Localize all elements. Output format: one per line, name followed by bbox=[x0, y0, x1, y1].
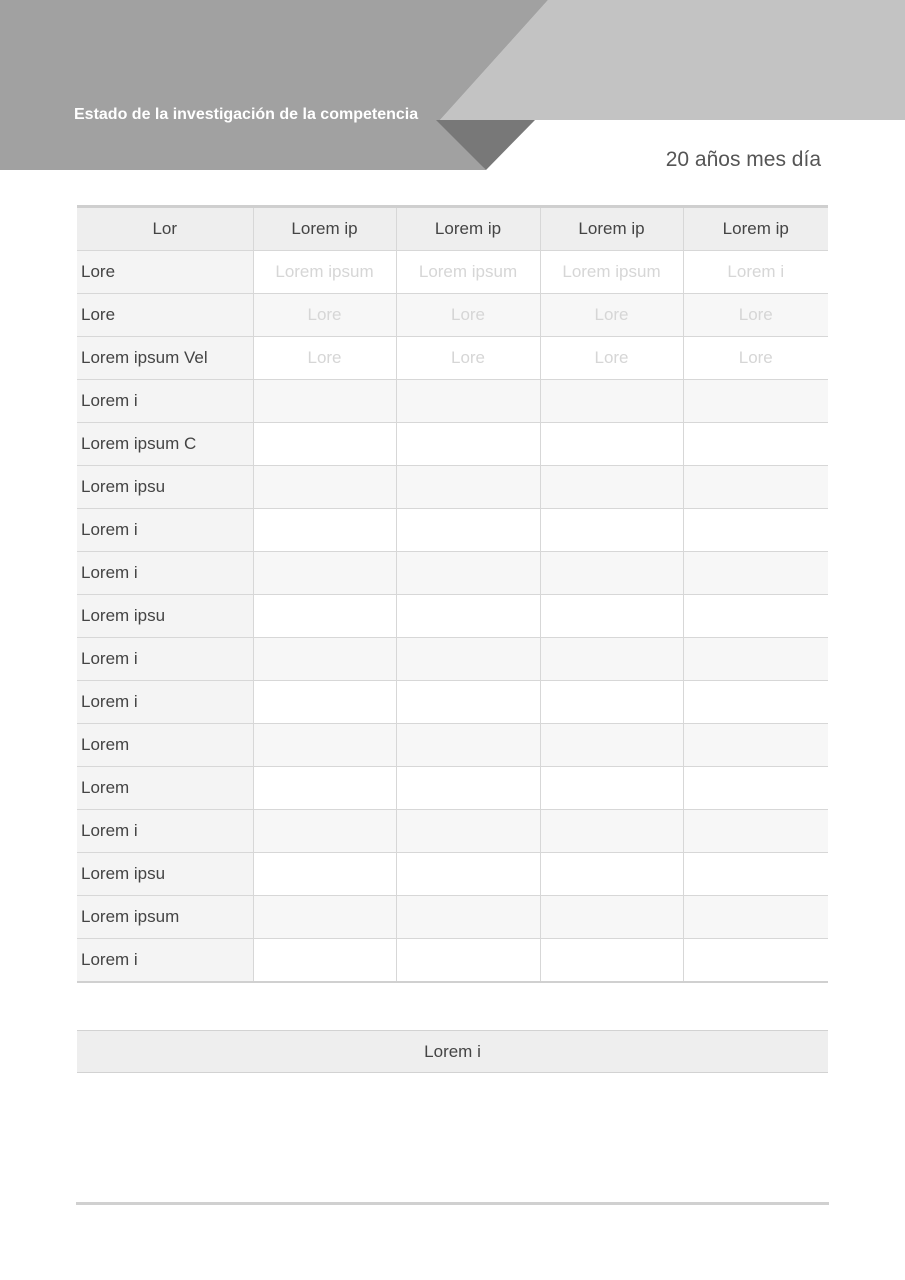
table-row bbox=[77, 423, 828, 466]
row-label: Lorem ipsum Vel bbox=[77, 337, 253, 380]
table-row bbox=[77, 810, 828, 853]
table-cell[interactable] bbox=[253, 595, 396, 638]
table-cell[interactable] bbox=[540, 681, 683, 724]
table-row bbox=[77, 638, 828, 681]
table-cell[interactable]: Lore bbox=[683, 294, 828, 337]
table-cell[interactable] bbox=[396, 638, 540, 681]
table-cell[interactable] bbox=[396, 552, 540, 595]
column-header: Lor bbox=[77, 207, 253, 251]
row-label: Lorem i bbox=[77, 509, 253, 552]
table-cell[interactable] bbox=[253, 552, 396, 595]
table-cell[interactable] bbox=[396, 853, 540, 896]
table-cell[interactable] bbox=[253, 853, 396, 896]
table-cell[interactable] bbox=[683, 939, 828, 983]
table-row bbox=[77, 853, 828, 896]
table-row bbox=[77, 681, 828, 724]
row-label: Lore bbox=[77, 294, 253, 337]
table-cell[interactable] bbox=[253, 681, 396, 724]
row-label: Lorem i bbox=[77, 380, 253, 423]
column-header: Lorem ip bbox=[396, 207, 540, 251]
table-cell[interactable] bbox=[683, 853, 828, 896]
table-cell[interactable]: Lore bbox=[396, 337, 540, 380]
table-cell[interactable] bbox=[396, 939, 540, 983]
table-cell[interactable] bbox=[253, 466, 396, 509]
table-cell[interactable]: Lore bbox=[540, 337, 683, 380]
table-cell[interactable] bbox=[540, 939, 683, 983]
table-cell[interactable] bbox=[683, 509, 828, 552]
table-cell[interactable] bbox=[396, 681, 540, 724]
table-cell[interactable] bbox=[540, 853, 683, 896]
table-cell[interactable] bbox=[253, 724, 396, 767]
row-label: Lorem ipsu bbox=[77, 595, 253, 638]
table-cell[interactable] bbox=[683, 896, 828, 939]
table-cell[interactable]: Lore bbox=[253, 337, 396, 380]
row-label: Lorem ipsum C bbox=[77, 423, 253, 466]
table-cell[interactable] bbox=[683, 380, 828, 423]
table-header-row bbox=[77, 207, 828, 251]
document-date: 20 años mes día bbox=[665, 148, 821, 171]
table-cell[interactable] bbox=[540, 423, 683, 466]
table-cell[interactable] bbox=[540, 595, 683, 638]
table-cell[interactable] bbox=[396, 595, 540, 638]
row-label: Lorem i bbox=[77, 552, 253, 595]
table-row bbox=[77, 466, 828, 509]
table-cell[interactable] bbox=[683, 423, 828, 466]
table-row bbox=[77, 509, 828, 552]
row-label: Lorem bbox=[77, 724, 253, 767]
table-cell[interactable] bbox=[253, 380, 396, 423]
row-label: Lorem ipsum bbox=[77, 896, 253, 939]
table-cell[interactable]: Lorem ipsum bbox=[253, 251, 396, 294]
footer-divider bbox=[76, 1202, 829, 1205]
notes-section-header: Lorem i bbox=[77, 1030, 828, 1073]
table-cell[interactable] bbox=[683, 552, 828, 595]
table-cell[interactable] bbox=[683, 767, 828, 810]
table-cell[interactable]: Lore bbox=[253, 294, 396, 337]
row-label: Lorem ipsu bbox=[77, 853, 253, 896]
table-row bbox=[77, 294, 828, 337]
document-title: Estado de la investigación de la competencia bbox=[74, 106, 419, 123]
table-row bbox=[77, 251, 828, 294]
table-cell[interactable]: Lore bbox=[540, 294, 683, 337]
table-cell[interactable] bbox=[396, 896, 540, 939]
table-cell[interactable] bbox=[540, 810, 683, 853]
table-cell[interactable] bbox=[540, 552, 683, 595]
table-cell[interactable]: Lore bbox=[683, 337, 828, 380]
row-label: Lore bbox=[77, 251, 253, 294]
table-cell[interactable] bbox=[540, 380, 683, 423]
table-row bbox=[77, 380, 828, 423]
table-cell[interactable] bbox=[683, 466, 828, 509]
table-cell[interactable] bbox=[253, 939, 396, 983]
table-row bbox=[77, 896, 828, 939]
table-cell[interactable] bbox=[396, 509, 540, 552]
table-cell[interactable] bbox=[683, 638, 828, 681]
row-label: Lorem i bbox=[77, 681, 253, 724]
column-header: Lorem ip bbox=[253, 207, 396, 251]
table-cell[interactable] bbox=[683, 810, 828, 853]
row-label: Lorem i bbox=[77, 638, 253, 681]
column-header: Lorem ip bbox=[540, 207, 683, 251]
table-cell[interactable]: Lorem ipsum bbox=[396, 251, 540, 294]
table-cell[interactable] bbox=[396, 724, 540, 767]
column-header: Lorem ip bbox=[683, 207, 828, 251]
table-cell[interactable] bbox=[683, 681, 828, 724]
row-label: Lorem i bbox=[77, 939, 253, 983]
table-cell[interactable] bbox=[253, 896, 396, 939]
row-label: Lorem bbox=[77, 767, 253, 810]
table-cell[interactable] bbox=[540, 767, 683, 810]
table-cell[interactable]: Lorem i bbox=[683, 251, 828, 294]
table-cell[interactable]: Lore bbox=[396, 294, 540, 337]
table-cell[interactable] bbox=[396, 767, 540, 810]
table-cell[interactable] bbox=[253, 423, 396, 466]
table-row bbox=[77, 552, 828, 595]
table-cell[interactable] bbox=[396, 810, 540, 853]
table-cell[interactable] bbox=[253, 810, 396, 853]
table-cell[interactable] bbox=[396, 380, 540, 423]
row-label: Lorem ipsu bbox=[77, 466, 253, 509]
research-table bbox=[77, 205, 828, 983]
table-cell[interactable] bbox=[683, 595, 828, 638]
table-cell[interactable] bbox=[683, 724, 828, 767]
table-cell[interactable] bbox=[253, 638, 396, 681]
table-cell[interactable] bbox=[253, 767, 396, 810]
row-label: Lorem i bbox=[77, 810, 253, 853]
table-cell[interactable] bbox=[253, 509, 396, 552]
table-cell[interactable] bbox=[396, 423, 540, 466]
table-cell[interactable] bbox=[540, 509, 683, 552]
table-row bbox=[77, 724, 828, 767]
table-cell[interactable] bbox=[396, 466, 540, 509]
table-cell[interactable] bbox=[540, 724, 683, 767]
table-cell[interactable]: Lorem ipsum bbox=[540, 251, 683, 294]
table-row bbox=[77, 767, 828, 810]
table-row bbox=[77, 939, 828, 983]
table-cell[interactable] bbox=[540, 466, 683, 509]
table-cell[interactable] bbox=[540, 896, 683, 939]
table-row bbox=[77, 595, 828, 638]
table-row bbox=[77, 337, 828, 380]
table-cell[interactable] bbox=[540, 638, 683, 681]
